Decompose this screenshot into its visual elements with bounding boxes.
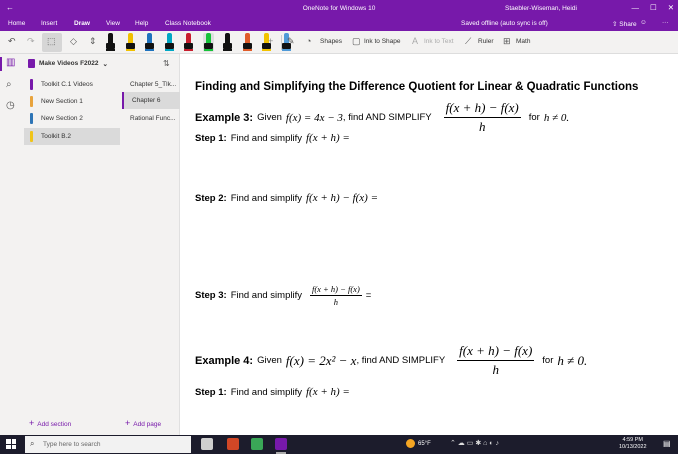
more-options-icon[interactable]: ···: [662, 19, 669, 26]
taskbar-search-box[interactable]: [25, 436, 191, 453]
window-title: OneNote for Windows 10: [302, 5, 376, 12]
section-label: New Section 1: [41, 98, 83, 105]
step-3-equals: =: [365, 290, 372, 301]
draw-toolbar: [0, 31, 678, 54]
section-item[interactable]: [24, 128, 120, 145]
section-color-tab: [30, 79, 33, 90]
tab-home[interactable]: Home: [8, 20, 26, 27]
user-name[interactable]: Staebler-Wiseman, Heidi: [505, 5, 577, 12]
powerpoint-icon[interactable]: [227, 438, 239, 450]
fraction-numerator: f(x + h) − f(x): [457, 343, 534, 361]
step-1-text: Find and simplify: [230, 132, 302, 144]
share-icon: ⇧: [612, 21, 620, 28]
chrome-icon[interactable]: [251, 438, 263, 450]
pen-7[interactable]: [222, 33, 233, 52]
step-1-line[interactable]: [195, 132, 350, 144]
example-3-label: Example 3:: [195, 111, 254, 124]
pen-4[interactable]: [164, 33, 175, 52]
feedback-smiley-icon[interactable]: ☺: [640, 19, 647, 26]
notebooks-icon[interactable]: ▥: [6, 57, 16, 68]
ribbon-tabs: [0, 17, 678, 31]
ink-to-shape-icon: ▢: [352, 36, 361, 46]
add-page-button[interactable]: [125, 418, 161, 428]
shapes-button[interactable]: Shapes: [320, 38, 343, 45]
notebook-icon: [28, 59, 35, 68]
add-page-label: Add page: [133, 421, 162, 428]
section-label: New Section 2: [41, 115, 83, 122]
page-heading[interactable]: Finding and Simplifying the Difference Quotient for Linear & Quadratic Functions: [195, 81, 639, 93]
step-3-fraction: [310, 284, 362, 307]
chevron-down-icon: ⌄: [102, 60, 108, 68]
add-section-label: Add section: [37, 421, 72, 428]
notebook-picker[interactable]: [28, 59, 108, 68]
pen-2[interactable]: [125, 33, 136, 52]
tab-view[interactable]: View: [106, 20, 120, 27]
plus-icon: +: [125, 418, 131, 428]
search-placeholder: Type here to search: [43, 441, 101, 448]
weather-temp: 65°F: [418, 440, 431, 447]
sun-icon: [406, 439, 415, 448]
tab-class-notebook[interactable]: Class Notebook: [165, 20, 211, 27]
pen-1[interactable]: [105, 33, 116, 52]
ink-to-text-button[interactable]: Ink to Text: [424, 38, 454, 45]
windows-taskbar: [0, 435, 678, 454]
difference-quotient-fraction: [444, 100, 521, 135]
section-color-tab: [30, 113, 33, 124]
back-arrow-icon[interactable]: ←: [6, 3, 14, 12]
title-bar: [0, 0, 678, 17]
onenote-icon[interactable]: [275, 438, 287, 450]
close-icon[interactable]: ✕: [667, 3, 674, 12]
fraction-numerator: f(x + h) − f(x): [311, 284, 360, 294]
clock-time: 4:59 PM: [622, 437, 643, 443]
recent-notes-clock-icon[interactable]: ◷: [6, 100, 15, 111]
page-item[interactable]: [122, 92, 180, 109]
pen-5[interactable]: [183, 33, 194, 52]
search-icon[interactable]: ⌕: [6, 79, 12, 90]
step-3-text: Find and simplify: [230, 290, 302, 301]
fraction-numerator: f(x + h) − f(x): [444, 100, 521, 118]
step-1b-label: Step 1:: [195, 386, 227, 398]
sort-pages-icon[interactable]: ⇅: [163, 59, 170, 68]
sync-status: Saved offline (auto sync is off): [461, 20, 548, 27]
page-item[interactable]: [122, 110, 180, 127]
math-button[interactable]: Math: [516, 38, 531, 45]
share-button[interactable]: [612, 20, 637, 28]
undo-icon[interactable]: ↶: [8, 36, 16, 46]
example-4-find: , find AND SIMPLIFY: [356, 355, 446, 366]
weather-widget[interactable]: [406, 439, 431, 448]
clock[interactable]: [619, 437, 647, 451]
fraction-denominator: h: [492, 362, 499, 377]
ruler-button[interactable]: Ruler: [478, 38, 494, 45]
eraser-icon[interactable]: ◇: [70, 36, 77, 46]
share-label: Share: [619, 21, 637, 28]
task-view-icon[interactable]: [201, 438, 213, 450]
plus-icon: +: [29, 418, 35, 428]
ink-to-shape-button[interactable]: Ink to Shape: [364, 38, 401, 45]
section-color-tab: [30, 131, 33, 142]
search-icon: ⌕: [30, 439, 35, 448]
step-1b-math: f(x + h) =: [305, 386, 350, 398]
tab-draw[interactable]: Draw: [74, 20, 90, 27]
example-3-condition: h ≠ 0.: [543, 111, 570, 124]
example-3-find: , find AND SIMPLIFY: [342, 112, 432, 123]
fraction-denominator: h: [478, 119, 486, 134]
step-1-label: Step 1:: [195, 132, 227, 144]
math-icon: ⊞: [503, 36, 511, 46]
pen-3[interactable]: [144, 33, 155, 52]
rail-active-indicator: [0, 57, 2, 71]
example-4-for: for: [542, 355, 554, 366]
clock-date: 10/13/2022: [619, 444, 647, 450]
space-tool-icon[interactable]: ⇕: [89, 36, 97, 46]
step-1b-line[interactable]: [195, 386, 350, 398]
section-item[interactable]: [24, 110, 120, 127]
sections-pages-panel: [24, 54, 180, 435]
step-2-line[interactable]: [195, 192, 378, 204]
tab-help[interactable]: Help: [135, 20, 149, 27]
redo-icon[interactable]: ↷: [27, 36, 35, 46]
windows-start-icon[interactable]: [6, 439, 16, 449]
notifications-icon[interactable]: ▤: [663, 439, 671, 448]
system-tray[interactable]: ⌃ ☁ ▭ ✱ ⌂ ◐ ♪: [450, 440, 499, 447]
ink-to-shape-magic-icon[interactable]: ✎: [287, 36, 295, 46]
step-2-label: Step 2:: [195, 192, 227, 204]
section-color-tab: [30, 96, 33, 107]
ruler-icon: ⟋: [465, 36, 472, 46]
section-item[interactable]: [24, 76, 120, 93]
page-label: Chapter 5_Tlk...: [130, 81, 177, 88]
example-4-condition: h ≠ 0.: [557, 352, 588, 368]
note-canvas[interactable]: [181, 54, 678, 435]
pen-6[interactable]: [203, 33, 214, 52]
example-4-function: f(x) = 2x² − x: [285, 352, 357, 368]
navigation-rail: [0, 54, 24, 435]
shapes-icon: ◔: [306, 36, 312, 46]
step-3-line[interactable]: [195, 284, 371, 307]
add-pen-icon[interactable]: +: [268, 36, 274, 46]
pen-8[interactable]: [242, 33, 253, 52]
page-label: Rational Func...: [130, 115, 176, 122]
example-4-label: Example 4:: [195, 354, 254, 367]
section-label: Toolkit C.1 Videos: [41, 81, 93, 88]
step-1-math: f(x + h) =: [305, 132, 350, 144]
add-section-button[interactable]: [29, 418, 71, 428]
step-1b-text: Find and simplify: [230, 386, 302, 398]
restore-icon[interactable]: ☐: [649, 3, 657, 12]
example-3-for: for: [528, 112, 540, 123]
tab-insert[interactable]: Insert: [41, 20, 58, 27]
toolbar-divider: [281, 35, 282, 50]
example-4-given: Given: [257, 355, 282, 366]
fraction-denominator: h: [333, 297, 338, 307]
lasso-select-icon: ⬚: [47, 36, 56, 46]
example-3-given: Given: [257, 112, 282, 123]
notebook-name: Make Videos F2022: [39, 60, 99, 67]
page-item[interactable]: [122, 76, 180, 93]
step-3-label: Step 3:: [195, 290, 227, 301]
page-label: Chapter 6: [132, 97, 161, 104]
minimize-icon[interactable]: —: [631, 3, 639, 12]
difference-quotient-fraction: [457, 343, 534, 378]
step-2-math: f(x + h) − f(x) =: [305, 192, 379, 204]
ink-to-text-icon: A: [412, 36, 419, 46]
section-label: Toolkit B.2: [41, 133, 71, 140]
example-3-line[interactable]: [195, 100, 569, 135]
example-3-function: f(x) = 4x − 3: [285, 111, 343, 124]
window-controls: [631, 3, 674, 12]
example-4-line[interactable]: [195, 343, 587, 378]
section-item[interactable]: [24, 93, 120, 110]
step-2-text: Find and simplify: [230, 192, 302, 204]
